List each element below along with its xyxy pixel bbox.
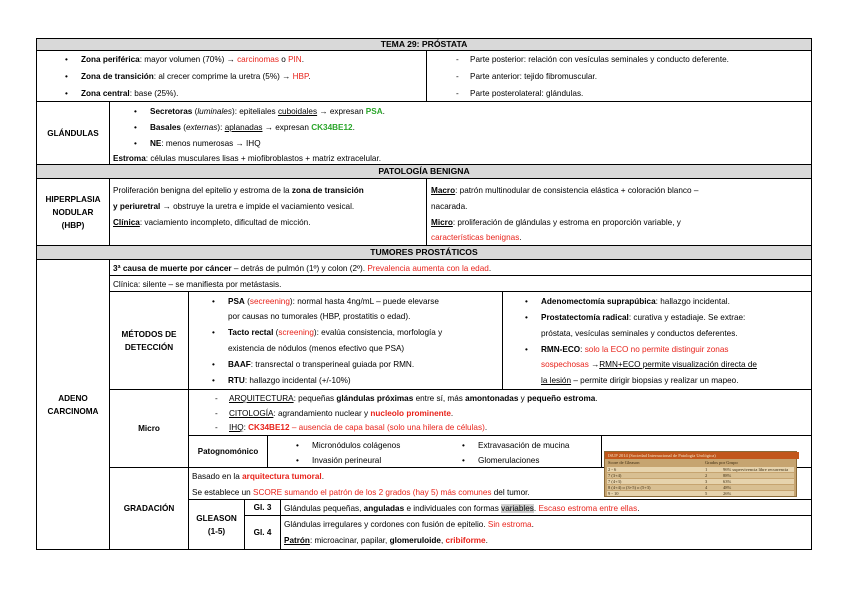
metodo-rmn-3: la lesión – permite dirigir biopsias y realizar un mapeo. — [541, 376, 739, 385]
metodos-left — [188, 291, 503, 390]
isup-cell: 96% supervivencia libre recurrencia — [723, 467, 789, 472]
glandulas-basales: • Basales (externas): aplanadas → expresan CK34BE12. — [150, 122, 355, 133]
metodo-psa: • PSA (secreening): normal hasta 4ng/mL – puede elevarse — [228, 296, 439, 307]
metodo-psa-2: por causas no tumorales (HBP, prostatitis o edad). — [228, 312, 411, 321]
micro-citologia: - CITOLOGÍA: agrandamiento nuclear y nucleolo prominente. — [229, 408, 453, 419]
hbp-macro: Macro: patrón multinodular de consistencia elástica + coloración blanco – — [431, 186, 699, 195]
metodo-tacto-2: existencia de nódulos (menos efectivo que PSA) — [228, 344, 405, 353]
gl3-label: Gl. 3 — [244, 499, 281, 516]
isup-row — [607, 473, 794, 478]
isup-row — [607, 491, 794, 496]
glandulas-estroma: Estroma: células musculares lisas + miofibroblastos + matriz extracelular. — [113, 154, 382, 163]
pato-item: • Glomerulaciones — [478, 455, 539, 466]
micro-ihq: - IHQ: CK34BE12 – ausencia de capa basal (solo una hilera de células). — [229, 422, 487, 433]
hbp-clinica: Clínica: vaciamiento incompleto, dificultad de micción. — [113, 218, 311, 227]
gl4-patron: Patrón: microacinar, papilar, glomeruloide, cribiforme. — [284, 536, 488, 545]
hbp-macro-2: nacarada. — [431, 202, 468, 211]
patognomonico-cell — [267, 435, 602, 468]
gl3-text: Glándulas pequeñas, anguladas e individuales con formas variables. Escaso estroma entre ellas. — [284, 504, 640, 513]
metodo-rmn-2: sospechosas →RMN+ECO permite visualización directa de — [541, 360, 757, 369]
hbp-line-2: y periuretral → obstruye la uretra e impide el vaciamiento vesical. — [113, 202, 355, 211]
gl4-label: Gl. 4 — [244, 515, 281, 550]
isup-cell: 88% — [723, 473, 732, 478]
isup-col2: Grados por Grupo — [705, 460, 738, 465]
gl4-text: Glándulas irregulares y cordones con fusión de epitelio. Sin estroma. — [284, 520, 534, 529]
pato-item: • Extravasación de mucina — [478, 440, 569, 451]
hbp-left-cell — [109, 178, 427, 246]
zones-left-cell — [36, 50, 427, 102]
clinica-cell — [109, 275, 812, 292]
zone-central: • Zona central: base (25%). — [81, 88, 178, 99]
metodo-adenomectomia: • Adenomectomía suprapúbica: hallazgo incidental. — [541, 296, 730, 307]
isup-cell: 48% — [723, 485, 732, 490]
isup-cell: 4 — [705, 485, 708, 490]
glandulas-secretoras: • Secretoras (luminales): epiteliales cuboidales → expresan PSA. — [150, 106, 385, 117]
metodos-right — [502, 291, 812, 390]
micro-cell — [188, 389, 812, 436]
isup-cell: 63% — [723, 479, 732, 484]
isup-cell: 9 - 10 — [608, 491, 619, 496]
clinica-text: Clínica: silente – se manifiesta por metástasis. — [113, 280, 282, 289]
patognomonico-label: Patognomónico — [188, 435, 268, 468]
benigna-header: PATOLOGÍA BENIGNA — [36, 164, 812, 179]
isup-col1: Score de Gleason — [608, 460, 640, 465]
glandulas-content — [109, 101, 812, 165]
hbp-label: HIPERPLASIA NODULAR (HBP) — [36, 178, 110, 246]
metodo-prostatectomia-2: próstata, vesículas seminales y conductos deferentes. — [541, 329, 738, 338]
hbp-micro: Micro: proliferación de glándulas y estroma en proporción variable, y — [431, 218, 681, 227]
metodo-baaf: • BAAF: transrectal o transperineal guiada por RMN. — [228, 359, 414, 370]
zones-right-cell — [426, 50, 812, 102]
isup-cell: 26% — [723, 491, 732, 496]
zone-right-item: - Parte anterior: tejido fibromuscular. — [470, 71, 597, 82]
hbp-micro-2: características benignas. — [431, 233, 522, 242]
hbp-line-1: Proliferación benigna del epitelio y estroma de la zona de transición — [113, 186, 364, 195]
metodo-rmn: • RMN-ECO: solo la ECO no permite distinguir zonas — [541, 344, 729, 355]
isup-cell: 7 (3+4) — [608, 473, 622, 478]
hbp-right-cell — [426, 178, 812, 246]
micro-arquitectura: - ARQUITECTURA: pequeñas glándulas próximas entre sí, más amontonadas y pequeño estroma. — [229, 393, 598, 404]
tumores-header: TUMORES PROSTÁTICOS — [36, 245, 812, 260]
isup-table — [604, 451, 797, 497]
glandulas-label: GLÁNDULAS — [36, 101, 110, 165]
gradacion-label: GRADACIÓN — [109, 467, 189, 550]
isup-cell: 2 — [705, 473, 708, 478]
micro-label: Micro — [109, 389, 189, 468]
zone-transicion: • Zona de transición: al crecer comprime la uretra (5%) → HBP. — [81, 71, 311, 82]
metodo-rtu: • RTU: hallazgo incidental (+/-10%) — [228, 375, 351, 386]
gradacion-line-2: Se establece un SCORE sumando el patrón de los 2 grados (hay 5) más comunes del tumor. — [192, 488, 530, 497]
zone-periferica: • Zona periférica: mayor volumen (70%) → carcinomas o PIN. — [81, 54, 304, 65]
isup-title: ISUP 2014 (Sociedad Internacional de Patología Urológica) — [605, 452, 799, 459]
metodo-prostatectomia: • Prostatectomía radical: curativa y estadiaje. Se extrae: — [541, 312, 745, 323]
metodos-label: MÉTODOS DE DETECCIÓN — [109, 291, 189, 390]
pato-item: • Micronódulos colágenos — [312, 440, 400, 451]
pato-item: • Invasión perineural — [312, 455, 381, 466]
gleason-label: GLEASON (1-5) — [188, 499, 245, 550]
causa-cell — [109, 259, 812, 276]
isup-row — [607, 479, 794, 484]
gl4-cell — [280, 515, 812, 550]
zone-right-item: - Parte posterolateral: glándulas. — [470, 88, 583, 99]
isup-cell: 7 (4+3) — [608, 479, 622, 484]
causa-text: 3ª causa de muerte por cáncer – detrás de pulmón (1º) y colon (2º). Prevalencia aumenta con la edad. — [113, 264, 492, 273]
page-title: TEMA 29: PRÓSTATA — [36, 38, 812, 51]
isup-cell: 2 - 6 — [608, 467, 617, 472]
isup-cell: 5 — [705, 491, 708, 496]
zone-right-item: - Parte posterior: relación con vesículas seminales y conducto deferente. — [470, 54, 729, 65]
isup-cell: 1 — [705, 467, 708, 472]
metodo-tacto: • Tacto rectal (screening): evalúa consistencia, morfología y — [228, 327, 442, 338]
adenocarcinoma-label: ADENO CARCINOMA — [36, 259, 110, 550]
gradacion-line-1: Basado en la arquitectura tumoral. — [192, 472, 324, 481]
isup-cell: 3 — [705, 479, 708, 484]
gl3-cell — [280, 499, 812, 516]
isup-cell: 8 (4+4) o (3+5) o (5+3) — [608, 485, 651, 490]
glandulas-ne: • NE: menos numerosas → IHQ — [150, 138, 261, 149]
